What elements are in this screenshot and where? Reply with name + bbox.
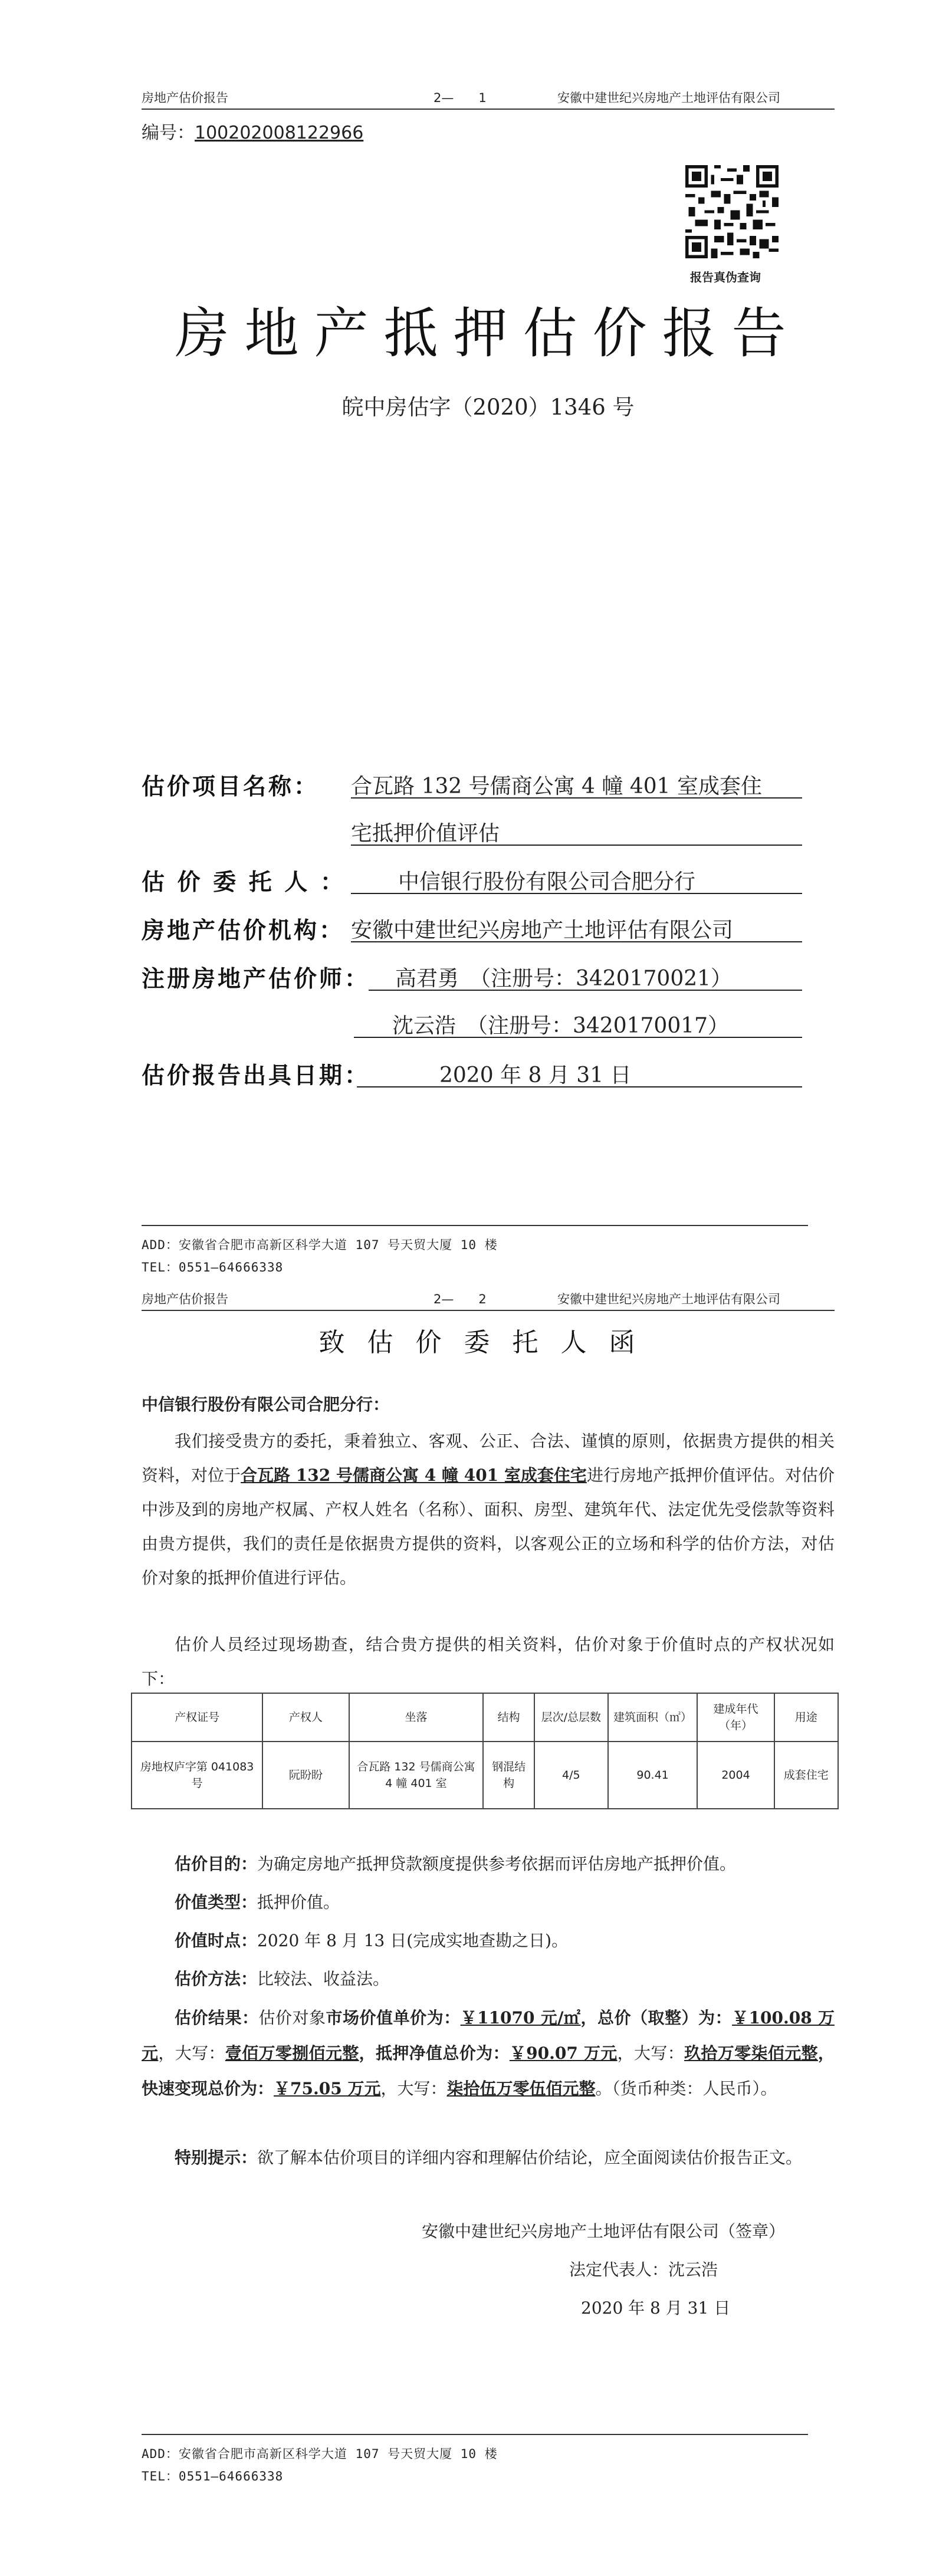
qr-caption: 报告真伪查询 [690, 270, 761, 284]
appraiser-label: 注册房地产估价师： [142, 966, 370, 993]
result-text: 。（货币种类：人民币）。 [595, 2079, 777, 2098]
cell-owner: 阮盼盼 [262, 1742, 349, 1809]
result-text: ，大写： [617, 2043, 685, 2063]
footer-rule [142, 2434, 808, 2435]
col-header-year: 建成年代（年） [697, 1693, 774, 1742]
col-header-usage: 用途 [774, 1693, 838, 1742]
result-key: ，快速变现总价为： [142, 2043, 835, 2098]
signature-company: 安徽中建世纪兴房地产土地评估有限公司（签章） [422, 2222, 786, 2241]
col-header-cert: 产权证号 [132, 1693, 262, 1742]
appraiser-2: 沈云浩 （注册号：3420170017） [392, 1014, 730, 1038]
col-header-area: 建筑面积（㎡） [608, 1693, 698, 1742]
time-value: 2020 年 8 月 13 日(完成实地查勘之日)。 [257, 1931, 569, 1950]
page-header-number: 2— 2 [433, 1292, 487, 1306]
property-table [131, 1693, 839, 1809]
signature-date: 2020 年 8 月 31 日 [581, 2298, 731, 2318]
letter-paragraph-2: 估价人员经过现场勘查，结合贵方提供的相关资料，估价对象于价值时点的产权状况如下： [142, 1635, 835, 1688]
header-rule [142, 109, 835, 110]
purpose-label: 估价目的： [175, 1854, 258, 1874]
cell-location: 合瓦路 132 号儒商公寓 4 幢 401 室 [349, 1742, 484, 1809]
property-address: 合瓦路 132 号儒商公寓 4 幢 401 室成套住宅 [241, 1466, 587, 1485]
report-date-label: 估价报告出具日期： [142, 1063, 370, 1089]
underline [351, 893, 802, 894]
col-header-floors: 层次/总层数 [534, 1693, 608, 1742]
value-type [175, 1885, 835, 1920]
unit-price: ￥11070 元/㎡ [460, 2008, 581, 2028]
cell-year: 2004 [697, 1742, 774, 1809]
letter-title: 致估价委托人函 [318, 1328, 658, 1358]
report-date-value: 2020 年 8 月 31 日 [439, 1063, 632, 1087]
footer-phone: TEL：0551—64666338 [142, 1260, 284, 1274]
cell-usage: 成套住宅 [774, 1742, 838, 1809]
underline [351, 845, 802, 846]
agency-value: 安徽中建世纪兴房地产土地评估有限公司 [351, 918, 734, 942]
type-value: 抵押价值。 [257, 1892, 340, 1912]
method-value: 比较法、收益法。 [257, 1969, 390, 1989]
page-header-left: 房地产估价报告 [142, 91, 228, 105]
time-label: 价值时点： [175, 1931, 258, 1950]
page-header-right: 安徽中建世纪兴房地产土地评估有限公司 [557, 1292, 780, 1306]
cell-structure: 钢混结构 [483, 1742, 534, 1809]
result-text: ，大写： [158, 2043, 225, 2063]
value-time [175, 1924, 835, 1958]
mortgage-net-value: ￥90.07 万元 [509, 2043, 618, 2063]
para1-text-c: 进行房地产抵押价值评估。对估价中涉及到的房地产权属、产权人姓名（名称）、面积、房型、建筑年代、法定优先受偿款等资料由贵方提供，我们的责任是依据贵方提供的资料，以客观公正的立场和科学的估价方法，对估价对象的抵押价值进行评估。 [142, 1466, 835, 1588]
project-name-value-line1: 合瓦路 132 号儒商公寓 4 幢 401 室成套住 [351, 774, 762, 799]
footer-address: ADD：安徽省合肥市高新区科学大道 107 号天贸大厦 10 楼 [142, 2447, 498, 2461]
client-value: 中信银行股份有限公司合肥分行 [398, 870, 696, 894]
type-label: 价值类型： [175, 1892, 258, 1912]
special-value: 欲了解本估价项目的详细内容和理解估价结论，应全面阅读估价报告正文。 [257, 2148, 803, 2167]
page-header-right: 安徽中建世纪兴房地产土地评估有限公司 [557, 91, 780, 105]
result-key: 市场价值单价为： [326, 2008, 461, 2028]
special-notice [142, 2141, 835, 2175]
underline [369, 990, 802, 991]
serial-label: 编号： [142, 123, 195, 143]
report-doc-number: 皖中房估字（2020）1346 号 [341, 395, 635, 420]
result-key: ，总价（取整）为： [580, 2008, 733, 2028]
quick-sale-value: ￥75.05 万元 [274, 2079, 381, 2098]
table-header-row [132, 1693, 838, 1742]
agency-label: 房地产估价机构： [142, 918, 345, 944]
result-text: ，大写： [380, 2079, 447, 2098]
total-price: ￥100.08 万元 [142, 2008, 835, 2063]
footer-rule [142, 1225, 808, 1226]
para1-text-a: 我们接受贵方的委托，秉着独立、客观、公正、合法、谨慎的原则，依据贵方提供的相关资料，对位于 [142, 1431, 835, 1485]
table-row [132, 1742, 838, 1809]
letter-paragraph-1 [142, 1424, 835, 1595]
legal-representative: 法定代表人：沈云浩 [569, 2260, 718, 2279]
cell-area: 90.41 [608, 1742, 698, 1809]
underline [351, 941, 802, 942]
project-name-label: 估价项目名称： [142, 774, 320, 800]
col-header-structure: 结构 [483, 1693, 534, 1742]
valuation-result [142, 2000, 835, 2107]
cell-cert: 房地权庐字第 041083 号 [132, 1742, 262, 1809]
method-label: 估价方法： [175, 1969, 258, 1989]
cell-floors: 4/5 [534, 1742, 608, 1809]
serial-number [142, 118, 363, 144]
underline [357, 1086, 802, 1087]
purpose-value: 为确定房地产抵押贷款额度提供参考依据而评估房地产抵押价值。 [257, 1854, 737, 1874]
result-text: 估价对象 [258, 2008, 326, 2028]
report-title: 房地产抵押估价报告 [175, 302, 802, 365]
page-header-number: 2— 1 [433, 91, 487, 105]
col-header-location: 坐落 [349, 1693, 484, 1742]
valuation-method [175, 1962, 835, 1996]
total-price-words: 壹佰万零捌佰元整 [225, 2043, 359, 2063]
addressee: 中信银行股份有限公司合肥分行： [142, 1395, 390, 1414]
underline [354, 1037, 802, 1038]
underline [351, 797, 802, 799]
special-label: 特别提示： [175, 2148, 258, 2167]
valuation-purpose [175, 1847, 835, 1881]
client-label: 估 价 委 托 人 ： [142, 869, 346, 896]
page-header-left: 房地产估价报告 [142, 1292, 228, 1306]
mortgage-net-value-words: 玖拾万零柒佰元整 [684, 2043, 818, 2063]
col-header-owner: 产权人 [262, 1693, 349, 1742]
serial-value: 100202008122966 [195, 123, 364, 143]
result-key: ，抵押净值总价为： [359, 2043, 510, 2063]
result-label: 估价结果： [175, 2008, 259, 2028]
qr-code-icon[interactable] [685, 165, 779, 258]
appraiser-1: 高君勇 （注册号：3420170021） [395, 967, 733, 991]
footer-address: ADD：安徽省合肥市高新区科学大道 107 号天贸大厦 10 楼 [142, 1238, 498, 1252]
header-rule [142, 1310, 835, 1311]
footer-phone: TEL：0551—64666338 [142, 2469, 284, 2483]
quick-sale-value-words: 柒拾伍万零伍佰元整 [446, 2079, 596, 2098]
project-name-value-line2: 宅抵押价值评估 [351, 822, 500, 846]
